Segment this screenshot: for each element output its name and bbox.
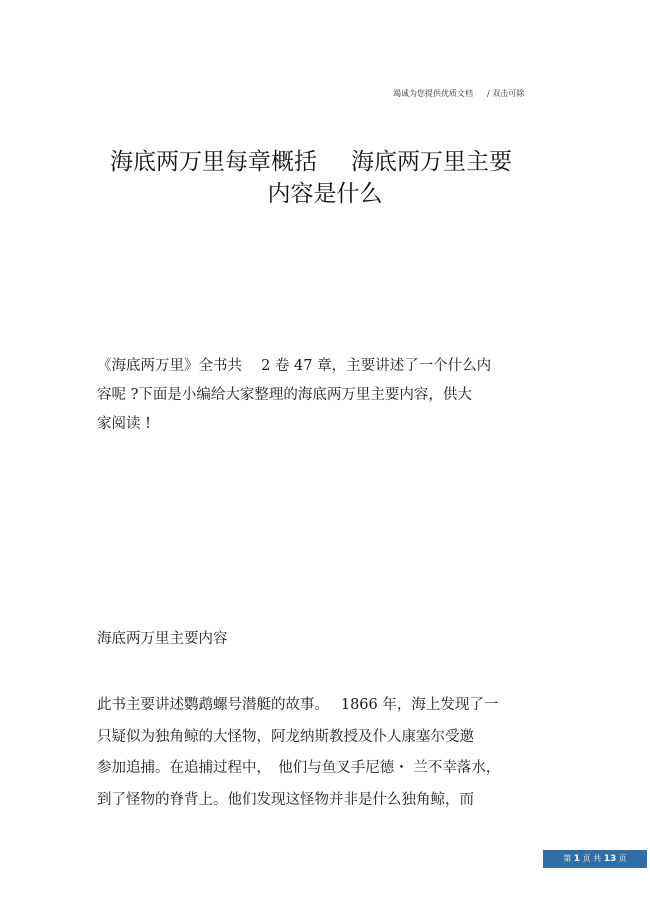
title-line-1: [0, 146, 650, 178]
section-heading: 海底两万里主要内容: [97, 631, 228, 647]
page-mid: 页 共: [582, 854, 602, 863]
header-right-note: / 双击可除: [487, 89, 525, 98]
body-line: 只疑似为独角鲸的大怪物，阿龙纳斯教授及仆人康塞尔受邀: [97, 728, 474, 745]
body-line: 此书主要讲述鹦鹉螺号潜艇的故事。 1866 年，海上发现了一: [97, 697, 499, 713]
intro-line: 容呢 ?下面是小编给大家整理的海底两万里主要内容，供大: [97, 387, 472, 403]
page-number-badge: [543, 850, 647, 868]
body-paragraph: [97, 690, 500, 816]
title-line-2: 内容是什么: [267, 181, 383, 207]
page-title: [0, 146, 650, 210]
header-left-note: 竭诚为您提供优质文档: [393, 89, 473, 98]
title-part-2: 海底两万里主要: [351, 149, 512, 175]
page-total: 13: [603, 854, 617, 864]
intro-line: 家阅读 !: [97, 416, 151, 432]
body-line: 参加追捕。在追捕过程中， 他们与鱼叉手尼德・ 兰不幸落水，: [97, 760, 501, 776]
intro-paragraph: [97, 352, 491, 439]
page-suffix: 页: [618, 854, 627, 863]
page-current: 1: [573, 854, 581, 864]
body-line: 到了怪物的脊背上。他们发现这怪物并非是什么独角鲸，而: [97, 791, 474, 808]
title-part-1: 海底两万里每章概括: [110, 149, 317, 175]
page-prefix: 第: [563, 854, 572, 863]
header-note: [393, 88, 524, 99]
intro-line: 《海底两万里》全书共 2 卷 47 章，主要讲述了一个什么内: [97, 358, 492, 374]
